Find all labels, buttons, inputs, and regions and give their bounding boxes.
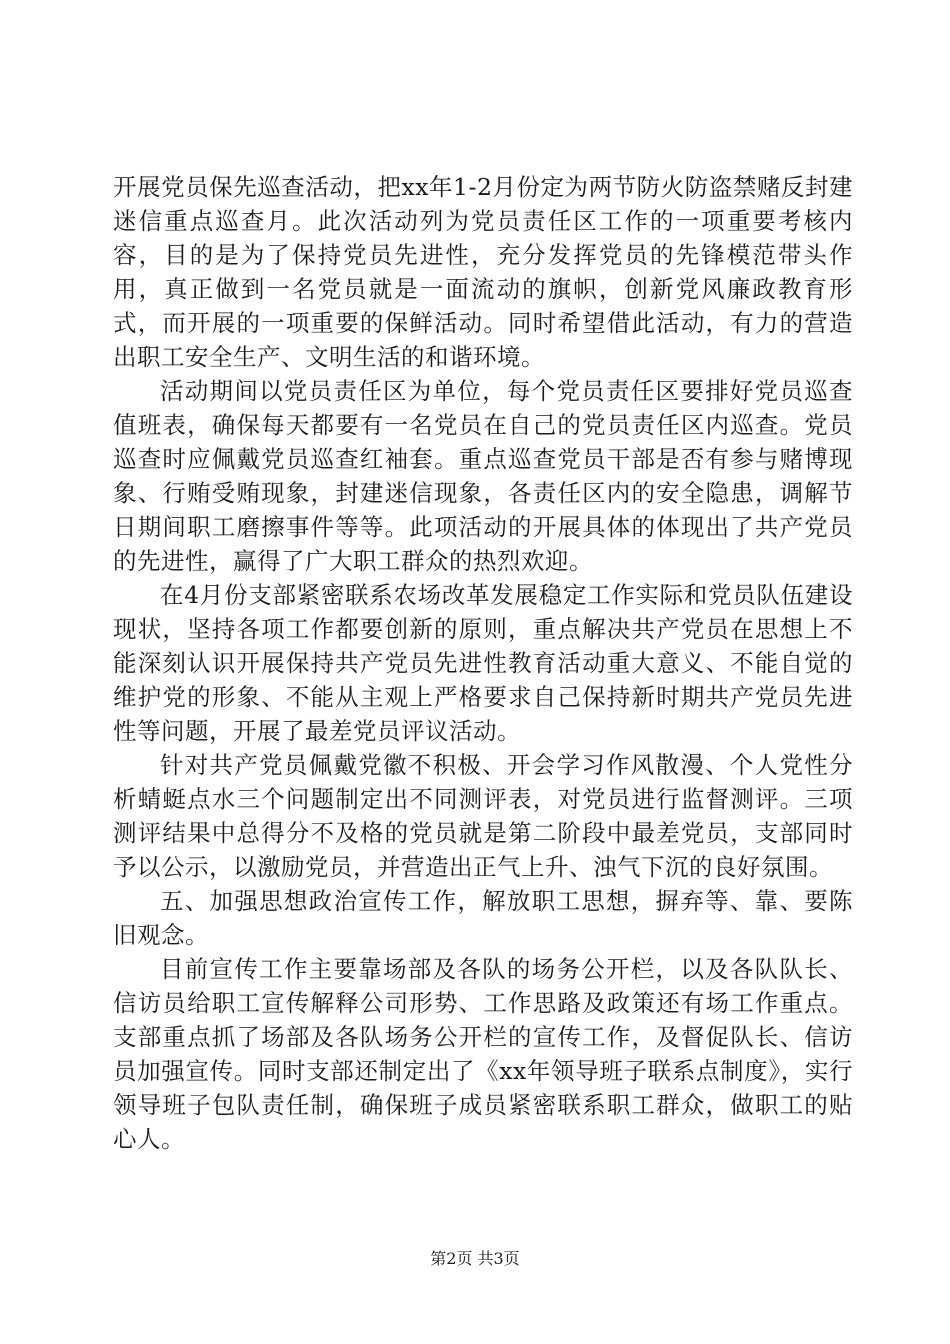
page-number-footer: 第2页 共3页 xyxy=(430,1249,520,1268)
paragraph-2: 活动期间以党员责任区为单位，每个党员责任区要排好党员巡查值班表，确保每天都要有一名党员在自己的党员责任区内巡查。党员巡查时应佩戴党员巡查红袖套。重点巡查党员干部是否有参与赌博现象、行贿受贿现象，封建迷信现象，各责任区内的安全隐患，调解节日期间职工磨擦事件等等。此项活动的开展具体的体现出了共产党员的先进性，赢得了广大职工群众的热烈欢迎。 xyxy=(113,377,853,575)
paragraph-6: 目前宣传工作主要靠场部及各队的场务公开栏，以及各队队长、信访员给职工宣传解释公司形势、工作思路及政策还有场工作重点。支部重点抓了场部及各队场务公开栏的宣传工作，及督促队长、信访员加强宣传。同时支部还制定出了《xx年领导班子联系点制度》，实行领导班子包队责任制，确保班子成员紧密联系职工群众，做职工的贴心人。 xyxy=(113,955,853,1153)
paragraph-3: 在4月份支部紧密联系农场改革发展稳定工作实际和党员队伍建设现状，坚持各项工作都要创新的原则，重点解决共产党员在思想上不能深刻认识开展保持共产党员先进性教育活动重大意义、不能自觉的维护党的形象、不能从主观上严格要求自己保持新时期共产党员先进性等问题，开展了最差党员评议活动。 xyxy=(113,581,853,745)
paragraph-4: 针对共产党员佩戴党徽不积极、开会学习作风散漫、个人党性分析蜻蜓点水三个问题制定出不同测评表，对党员进行监督测评。三项测评结果中总得分不及格的党员就是第二阶段中最差党员，支部同时予以公示，以激励党员，并营造出正气上升、浊气下沉的良好氛围。 xyxy=(113,751,853,881)
paragraph-5-heading: 五、加强思想政治宣传工作，解放职工思想，摒弃等、靠、要陈旧观念。 xyxy=(113,887,853,949)
document-body xyxy=(113,170,853,1156)
paragraph-1: 开展党员保先巡查活动，把xx年1-2月份定为两节防火防盗禁赌反封建迷信重点巡查月。此次活动列为党员责任区工作的一项重要考核内容，目的是为了保持党员先进性，充分发挥党员的先锋模范带头作用，真正做到一名党员就是一面流动的旗帜，创新党风廉政教育形式，而开展的一项重要的保鲜活动。同时希望借此活动，有力的营造出职工安全生产、文明生活的和谐环境。 xyxy=(113,173,853,371)
